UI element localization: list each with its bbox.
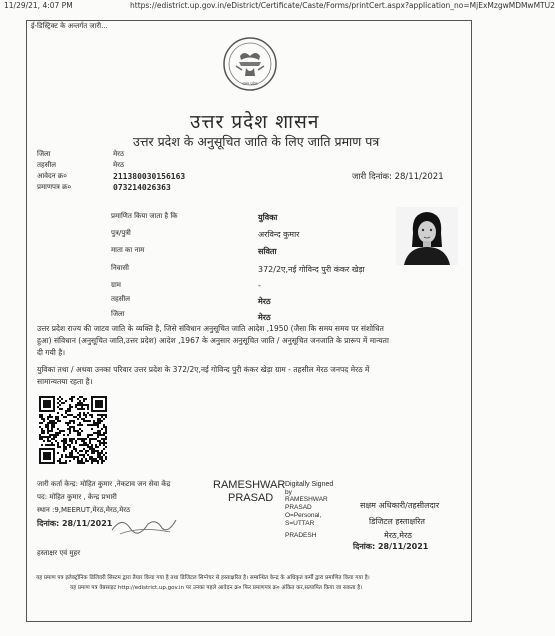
- detail-district-value: मेरठ: [258, 313, 271, 322]
- digital-sign-line2: by: [285, 489, 292, 496]
- digital-sign-line7: PRADESH: [285, 532, 317, 539]
- handwritten-signature: [110, 512, 180, 538]
- edistrict-banner: ई-डिस्ट्रिक्ट के अन्तर्गत जारी...: [31, 22, 108, 30]
- tehsil-label: तहसील: [37, 161, 56, 169]
- digital-sign-line3: RAMESHWAR: [285, 496, 328, 503]
- certificate-para-line3: दी गयी है।: [37, 348, 66, 357]
- village-value: -: [258, 281, 261, 290]
- village-label: ग्राम: [111, 281, 121, 289]
- digital-sign-line1: Digitally Signed: [285, 481, 334, 488]
- mother-label: माता का नाम: [111, 246, 145, 254]
- svg-text:उत्तर प्रदेश: उत्तर प्रदेश: [242, 81, 258, 86]
- mother-name: सविता: [258, 247, 277, 256]
- residence-para-line1: युविका तथा / अथवा उनका परिवार उत्तर प्रदेश के 372/2ए,नई गोविन्द पुरी कंकर खेड़ा ग्राम - तहसील मेरठ जनपद मेरठ में: [37, 365, 370, 374]
- issue-place: स्थान :9,MEERUT,मेरठ,मेरठ,मेरठ: [37, 506, 131, 514]
- issue-date: जारी दिनांक: 28/11/2021: [352, 172, 444, 182]
- district-value: मेरठ: [113, 150, 125, 158]
- residence-para-line2: सामान्यतया रहता है।: [37, 377, 93, 386]
- print-datetime: 11/29/21, 4:07 PM: [4, 1, 73, 10]
- detail-tehsil-label: तहसील: [111, 295, 130, 303]
- certificate-number: 073214026363: [113, 183, 171, 192]
- district-label: जिला: [37, 150, 51, 158]
- signer-name-line2: PRASAD: [228, 492, 274, 504]
- issuing-centre: जारी कर्ता केन्द्र: मोहित कुमार ,नेकटाव जन सेवा केंद्र: [37, 480, 171, 488]
- certificate-label: प्रमाणपत्र क्र०: [37, 183, 72, 191]
- print-url: https://edistrict.up.gov.in/eDistrict/Certificate/Caste/Forms/printCert.aspx?application_no=MjExMzgwMDMwMTU2: [130, 1, 555, 10]
- relation-label: पुत्र/पुत्री: [111, 229, 131, 237]
- detail-tehsil-value: मेरठ: [258, 297, 271, 306]
- applicant-name: युविका: [258, 213, 278, 222]
- father-name: अरविन्द कुमार: [258, 230, 300, 239]
- certificate-para-line2: हुआ) संविधान (अनुसूचित जाति,उत्तर प्रदेश) आदेश ,1967 के अनुसार अनुसूचित जाति / अनुसूचित जनजाति के प्रारूप में मान्यता: [37, 336, 389, 345]
- issue-date-bottom: दिनांक: 28/11/2021: [37, 519, 113, 528]
- resident-address: 372/2ए,नई गोविन्द पुरी कंकर खेड़ा: [258, 265, 365, 274]
- authority-date: दिनांक: 28/11/2021: [353, 542, 429, 551]
- tehsil-value: मेरठ: [113, 161, 125, 169]
- applicant-photo: [396, 207, 458, 265]
- digital-sign-line6: S=UTTAR: [285, 520, 315, 527]
- certify-label: प्रमाणित किया जाता है कि: [111, 212, 178, 220]
- certificate-para-line1: उत्तर प्रदेश राज्य की जाटव जाति के व्यक्ति है, जिसे संविधान अनुसूचित जाति आदेश ,1950 (जैसा कि समय समय पर संशोधित: [37, 324, 384, 333]
- authority-place: मेरठ,मेरठ: [384, 531, 412, 540]
- resident-label: निवासी: [111, 264, 129, 272]
- digital-sign-line4: PRASAD: [285, 504, 312, 511]
- application-label: आवेदन क्र०: [37, 172, 67, 180]
- document-subtitle: उत्तर प्रदेश के अनुसूचित जाति के लिए जाति प्रमाण पत्र: [133, 134, 380, 149]
- authority-title: सक्षम अधिकारी/तहसीलदार: [360, 501, 440, 510]
- footer-note-line2: यह प्रमाण पत्र वेबसाइट http://edistrict.up.gov.in पर उनका पहले आवेदन क्र० फिर प्रमाणपत्र क्र० अंकित कर,सत्यापित किया जा सकता है।: [70, 585, 363, 591]
- digital-sign-line5: O=Personal,: [285, 512, 322, 519]
- document-title: उत्तर प्रदेश शासन: [190, 111, 320, 133]
- application-number: 211380030156163: [113, 172, 186, 181]
- issuer-designation: पद: मोहित कुमार , केन्द्र प्रभारी: [37, 493, 117, 501]
- signer-name-line1: RAMESHWAR: [213, 479, 286, 491]
- detail-district-label: जिला: [111, 310, 125, 318]
- up-emblem-seal: [222, 36, 278, 92]
- authority-digital-sign: डिजिटल हस्ताक्षरित: [369, 517, 425, 526]
- stamp-label: हस्ताक्षर एवं मुहर: [37, 549, 81, 557]
- verification-qr-code: [39, 396, 107, 464]
- footer-note-line1: यह प्रमाण पत्र इलेक्ट्रॉनिक डिलिवरी सिस्टम द्वारा तैयार किया गया है तथा डिजिटल सिग्नेचर से हस्ताक्षरित है। सम्बन्धित केन्द्र के अधिकृत कर्मी द्वारा प्रमाणित किया गया है।: [36, 575, 370, 581]
